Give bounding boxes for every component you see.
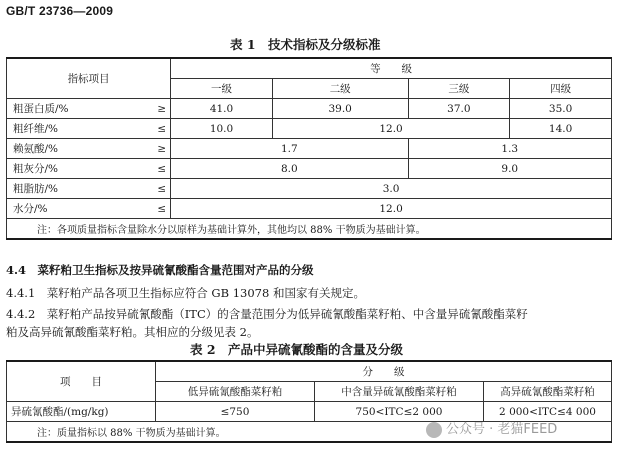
col-grade-header: 分 级 <box>156 361 612 382</box>
watermark-text: 公众号 · 老猫FEED <box>446 422 558 437</box>
col-indicator-header: 指标项目 <box>7 58 171 99</box>
paragraph-4-4-1: 4.4.1 菜籽粕产品各项卫生指标应符合 GB 13078 和国家有关规定。 <box>6 286 365 300</box>
comparison-operator: ≥ <box>153 99 170 119</box>
grade-header: 二级 <box>272 79 408 99</box>
table2-note: 注：质量指标以 88% 干物质为基础计算。 <box>7 422 612 443</box>
value-cell: 1.3 <box>408 139 612 159</box>
table-row <box>7 99 612 119</box>
value-cell: 2 000<ITC≤4 000 <box>484 402 612 422</box>
indicator-name: 异硫氰酸酯/(mg/kg) <box>7 402 156 422</box>
table-note-row <box>7 219 612 240</box>
grade-header: 高异硫氰酸酯菜籽粕 <box>484 382 612 402</box>
indicator-name: 赖氨酸/% <box>7 139 154 159</box>
table-row <box>7 139 612 159</box>
table1-title: 表 1 技术指标及分级标准 <box>230 37 381 52</box>
comparison-operator: ≤ <box>153 159 170 179</box>
grade-header: 三级 <box>408 79 510 99</box>
grade-header: 中含量异硫氰酸酯菜籽粕 <box>315 382 484 402</box>
value-cell: 1.7 <box>171 139 408 159</box>
section-heading: 4.4 菜籽粕卫生指标及按异硫氰酸酯含量范围对产品的分级 <box>6 263 314 277</box>
indicator-name: 水分/% <box>7 199 154 219</box>
paragraph-4-4-2-line1: 4.4.2 菜籽粕产品按异硫氰酸酯（ITC）的含量范围分为低异硫氰酸酯菜籽粕、中含量异硫氰酸酯菜籽 <box>6 307 528 321</box>
value-cell: 14.0 <box>510 119 612 139</box>
indicator-name: 粗灰分/% <box>7 159 154 179</box>
standard-number: GB/T 23736—2009 <box>6 4 114 18</box>
value-cell: 750<ITC≤2 000 <box>315 402 484 422</box>
value-cell: 9.0 <box>408 159 612 179</box>
indicator-name: 粗纤维/% <box>7 119 154 139</box>
col-grade-header: 等 级 <box>171 58 612 79</box>
comparison-operator: ≤ <box>153 199 170 219</box>
grade-header: 低异硫氰酸酯菜籽粕 <box>156 382 315 402</box>
value-cell: 39.0 <box>272 99 408 119</box>
grade-header: 四级 <box>510 79 612 99</box>
table-header-row <box>7 58 612 79</box>
col-item-header: 项 目 <box>7 361 156 402</box>
value-cell: 35.0 <box>510 99 612 119</box>
value-cell: 12.0 <box>272 119 509 139</box>
wechat-icon <box>426 422 442 438</box>
table2-title: 表 2 产品中异硫氰酸酯的含量及分级 <box>190 342 404 357</box>
value-cell: 41.0 <box>171 99 273 119</box>
watermark <box>426 418 557 438</box>
value-cell: 10.0 <box>171 119 273 139</box>
value-cell: 3.0 <box>171 179 612 199</box>
comparison-operator: ≤ <box>153 119 170 139</box>
value-cell: ≤750 <box>156 402 315 422</box>
value-cell: 8.0 <box>171 159 408 179</box>
value-cell: 12.0 <box>171 199 612 219</box>
table-row <box>7 199 612 219</box>
indicator-name: 粗脂肪/% <box>7 179 154 199</box>
paragraph-4-4-2-line2: 粕及高异硫氰酸酯菜籽粕。其相应的分级见表 2。 <box>6 325 259 339</box>
comparison-operator: ≤ <box>153 179 170 199</box>
table-row <box>7 179 612 199</box>
table-row <box>7 119 612 139</box>
grade-header: 一级 <box>171 79 273 99</box>
table-row <box>7 159 612 179</box>
table1-note: 注：各项质量指标含量除水分以原样为基础计算外，其他均以 88% 干物质为基础计算。 <box>7 219 612 240</box>
value-cell: 37.0 <box>408 99 510 119</box>
indicator-name: 粗蛋白质/% <box>7 99 154 119</box>
table-header-row <box>7 361 612 382</box>
comparison-operator: ≥ <box>153 139 170 159</box>
technical-indicators-table <box>6 57 612 240</box>
